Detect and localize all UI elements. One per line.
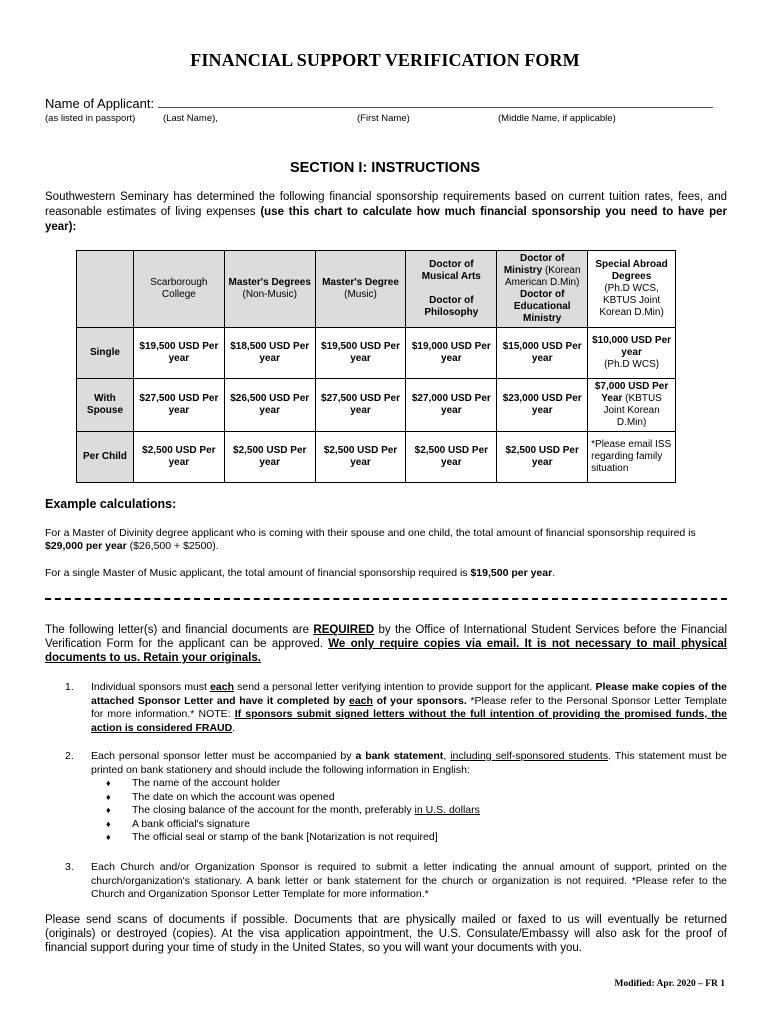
item-text (91, 750, 727, 777)
item-2-a: Each personal sponsor letter must be accompanied by (91, 750, 356, 762)
required-text-c: by the Office of International Student Services before the Financial Verification Form for the applicant can be approved. (45, 624, 727, 650)
header-cell (315, 251, 406, 328)
table-header-row (77, 251, 676, 328)
cell-note: *Please email ISS regarding family situation (591, 439, 672, 474)
header-special: Special Abroad Degrees (595, 259, 668, 282)
modified-footer: Modified: Apr. 2020 – FR 1 (614, 979, 725, 989)
header-scarborough: Scarborough College (150, 277, 208, 300)
intro-bold: (use this chart to calculate how much financial sponsorship you need to have per year): (45, 206, 727, 233)
bullet-text: A bank official's signature (132, 817, 250, 830)
header-masters-music: Master's Degree (322, 277, 399, 288)
header-dma: Doctor of Musical Arts (421, 259, 481, 282)
last-name-label: (Last Name), (163, 113, 218, 124)
table-cell: $27,500 USD Per year (315, 379, 406, 432)
applicant-label: Name of Applicant: (45, 96, 155, 111)
table-cell: $2,500 USD Per year (133, 432, 224, 483)
header-masters-music-sub: (Music) (344, 289, 377, 300)
bullet-text: The name of the account holder (132, 777, 281, 789)
bullet-text: The date on which the account was opened (132, 790, 335, 803)
item-1-b: each (210, 681, 234, 693)
table-cell: $26,500 USD Per year (224, 379, 315, 432)
required-paragraph (45, 623, 727, 665)
examples-title: Example calculations: (45, 497, 177, 511)
item-number: 1. (65, 681, 74, 693)
item-1-d: Please make copies of the attached Sponsor Letter and have it completed by (91, 681, 727, 707)
example-1-amount: $29,000 per year (45, 540, 127, 552)
bullet-text: The official seal or stamp of the bank [Notarization is not required] (132, 831, 438, 843)
item-text: Each Church and/or Organization Sponsor is required to submit a letter indicating the annual amount of support, printed on the church/organization's stationary. A bank letter or bank statement for the church or organization is not required. *Please refer to the Church and Organization Sponsor Letter Template for more information.* (91, 861, 727, 900)
table-cell: $23,000 USD Per year (497, 379, 588, 432)
dashed-divider (45, 592, 727, 600)
required-word: REQUIRED (313, 624, 375, 636)
passport-note: (as listed in passport) (45, 113, 136, 124)
example-1-calc: ($26,500 + $2500). (126, 540, 219, 552)
diamond-bullet-icon: ♦ (106, 778, 111, 788)
cell-bold: $10,000 USD Per year (592, 335, 672, 358)
table-cell: $27,000 USD Per year (406, 379, 497, 432)
header-cell (588, 251, 676, 328)
table-cell: $19,000 USD Per year (406, 328, 497, 379)
corner-cell (77, 251, 134, 328)
required-text-a: The following letter(s) and financial documents are (45, 624, 314, 636)
example-2-text: For a single Master of Music applicant, the total amount of financial sponsorship required is (45, 567, 471, 579)
item-number: 2. (65, 750, 74, 762)
example-2-end: . (552, 567, 556, 579)
table-cell: $18,500 USD Per year (224, 328, 315, 379)
intro-paragraph (45, 190, 727, 235)
item-1-f: of your sponsors. (372, 694, 467, 707)
table-row (77, 432, 676, 483)
example-1 (45, 527, 727, 553)
table-cell: $27,500 USD Per year (133, 379, 224, 432)
header-dmin-sub: (Korean American D.Min) (504, 265, 581, 288)
table-cell (588, 432, 676, 483)
diamond-bullet-icon: ♦ (106, 832, 111, 842)
example-2-amount: $19,500 per year (470, 567, 553, 579)
bullet-dollars: in U.S. dollars (414, 804, 480, 816)
header-dmin: Doctor of Ministry (503, 253, 565, 276)
section-title: SECTION I: INSTRUCTIONS (289, 160, 481, 176)
table-row (77, 379, 676, 432)
row-label: Per Child (77, 432, 134, 483)
cell-note: (Ph.D WCS) (604, 359, 660, 370)
row-label: Single (77, 328, 134, 379)
header-cell (406, 251, 497, 328)
table-row (77, 328, 676, 379)
table-cell: $2,500 USD Per year (406, 432, 497, 483)
first-name-label: (First Name) (357, 113, 410, 124)
table-cell: $2,500 USD Per year (224, 432, 315, 483)
list-item (106, 791, 727, 805)
table-cell: $19,500 USD Per year (133, 328, 224, 379)
table-cell: $19,500 USD Per year (315, 328, 406, 379)
bullet-text: The closing balance of the account for the month, preferably (132, 804, 415, 816)
middle-name-label: (Middle Name, if applicable) (498, 113, 616, 124)
header-cell (133, 251, 224, 328)
item-2-d: including self-sponsored students (450, 750, 609, 762)
list-item (106, 804, 727, 818)
diamond-bullet-icon: ♦ (106, 818, 111, 829)
header-phd: Doctor of Philosophy (424, 295, 479, 318)
table-cell (588, 328, 676, 379)
diamond-bullet-icon: ♦ (106, 805, 111, 815)
form-title: FINANCIAL SUPPORT VERIFICATION FORM (190, 50, 580, 70)
item-1-i: . (232, 721, 236, 734)
item-2-b: a bank statement (355, 750, 444, 762)
item-number: 3. (65, 861, 74, 873)
header-masters: Master's Degrees (228, 277, 311, 288)
item-text (91, 681, 727, 735)
table-cell (588, 379, 676, 432)
header-dedmin: Doctor of Educational Ministry (513, 289, 571, 324)
cell-bold: $7,000 USD Per Year (594, 381, 669, 404)
applicant-name-row (45, 96, 713, 111)
list-item (65, 681, 727, 735)
list-item (65, 750, 727, 845)
intro-text: Southwestern Seminary has determined the following financial sponsorship requirements based on current tuition rates, fees, and reasonable estimates of living expenses (45, 191, 727, 218)
example-1-text: For a Master of Divinity degree applicant who is coming with their spouse and one child, the total amount of financial sponsorship required is (45, 527, 696, 539)
item-1-e: each (349, 694, 373, 707)
item-1-fraud: If sponsors submit signed letters without the full intention of providing the promised funds, the action is considered FRAUD (91, 708, 728, 734)
item-2-e: . This statement must be printed on bank stationery and should include the following information in English: (91, 750, 727, 776)
diamond-bullet-icon: ♦ (106, 791, 111, 802)
list-item (65, 861, 727, 902)
bank-statement-list (106, 777, 727, 845)
closing-paragraph: Please send scans of documents if possible. Documents that are physically mailed or faxed to us will eventually be returned (originals) or destroyed (copies). At the visa application appointment, the U.S. Consulate/Embassy will also ask for the proof of financial support during your time of study in the United States, so you will want your documents with you. (45, 914, 727, 954)
item-1-g: *Please refer to the Personal Sponsor Letter Template for more information.* NOTE: (91, 694, 727, 720)
list-item (106, 777, 727, 791)
list-item (106, 831, 727, 845)
table-cell: $2,500 USD Per year (315, 432, 406, 483)
header-masters-sub: (Non-Music) (242, 289, 297, 300)
header-cell (224, 251, 315, 328)
applicant-name-line[interactable] (158, 97, 713, 108)
item-1-a: Individual sponsors must (91, 681, 211, 693)
header-cell (497, 251, 588, 328)
item-2-c: , (443, 750, 451, 762)
table-cell: $15,000 USD Per year (497, 328, 588, 379)
example-2 (45, 567, 727, 579)
row-label: With Spouse (77, 379, 134, 432)
sponsorship-table (76, 250, 676, 483)
table-cell: $2,500 USD Per year (497, 432, 588, 483)
cell-note: (KBTUS Joint Korean D.Min) (603, 393, 662, 428)
header-special-sub: (Ph.D WCS, KBTUS Joint Korean D.Min) (599, 283, 664, 318)
required-copies-note: We only require copies via email. It is not necessary to mail physical documents to us. Retain your originals. (45, 638, 727, 664)
list-item (106, 818, 727, 832)
item-1-c: send a personal letter verifying intention to provide support for the applicant. (234, 681, 596, 693)
